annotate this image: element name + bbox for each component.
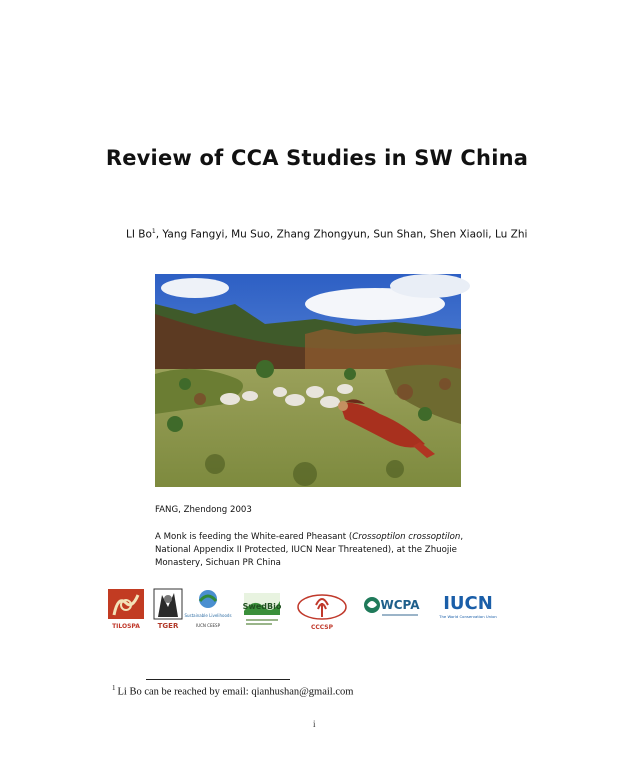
photo-caption-block [155,504,475,570]
logo-wcpa-text: WCPA [380,598,420,612]
tger-logo [152,587,184,631]
caption-species: Crossoptilon crossoptilon [352,532,461,542]
logo-swedbio-text: SwedBio [242,602,282,611]
monastery-photo-illustration [155,274,461,487]
partner-logos [100,587,510,631]
caption-suffix: , National Appendix II Protected, IUCN Near Threatened), at the Zhuojie Monastery, Sichuan PR China [155,532,464,568]
first-author: LI Bo [126,228,152,241]
photo-caption [155,531,475,570]
author-list [126,228,546,241]
footnote-number: 1 [112,684,116,692]
logo-tilospa-text: TILOSPA [112,623,140,630]
other-authors: , Yang Fangyi, Mu Suo, Zhang Zhongyun, Sun Shan, Shen Xiaoli, Lu Zhi [155,228,528,241]
logo-sl-sub: IUCN CEESP [196,623,220,628]
tilospa-logo [108,587,144,631]
iucn-logo [438,587,498,631]
page-number: i [313,719,316,729]
footnote [112,684,353,698]
logo-sl-text: Sustainable Livelihoods [184,613,232,618]
footnote-marker: 1 [151,228,156,235]
cccsp-logo [296,587,348,631]
logo-iucn-sub: The World Conservation Union [439,614,497,619]
caption-prefix: A Monk is feeding the White-eared Pheasant ( [155,532,353,542]
sustainable-livelihoods-logo [184,587,232,631]
wcpa-logo [362,587,422,631]
logo-tger-text: TGER [157,622,179,630]
photo-credit: FANG, Zhendong 2003 [155,505,252,515]
footnote-separator [146,679,290,680]
logo-cccsp-text: CCCSP [310,624,334,631]
cover-photo [155,274,461,487]
footnote-text: Li Bo can be reached by email: qianhushan@gmail.com [117,686,354,698]
logo-iucn-text: IUCN [443,593,493,614]
document-title: Review of CCA Studies in SW China [105,146,529,170]
swedbio-logo [242,587,282,631]
